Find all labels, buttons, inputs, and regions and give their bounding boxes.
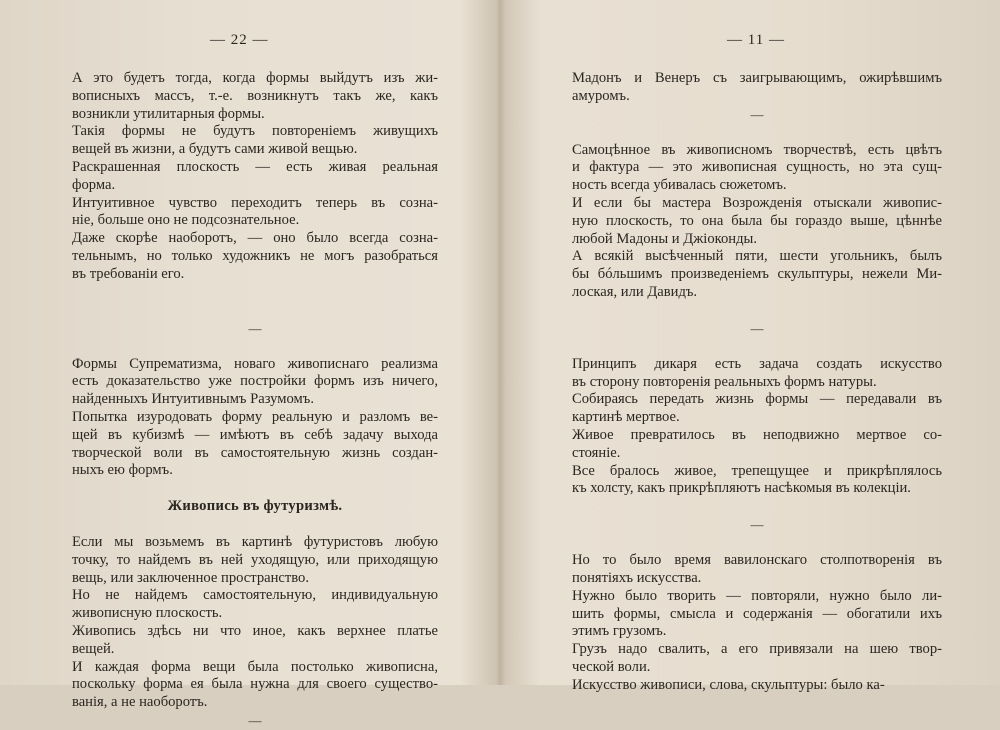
text-line: ванія, а не наоборотъ. xyxy=(72,694,208,711)
paragraph xyxy=(72,659,438,712)
text-line: ческой воли. xyxy=(572,658,651,675)
text-line: ніе, больше оно не подсознательное. xyxy=(72,212,300,229)
text-line: Но не найдемъ самостоятельную, индивидуальную xyxy=(72,587,438,604)
text-line: Живое превратилось въ неподвижно мертвое со- xyxy=(572,426,942,443)
text-line: Все бралось живое, трепещущее и прикрѣплялось xyxy=(572,462,942,479)
paragraph xyxy=(72,623,438,659)
text-line: амуромъ. xyxy=(572,87,630,104)
paragraph xyxy=(572,70,942,106)
text-line: Нужно было творить — повторяли, нужно было ли- xyxy=(572,587,942,604)
paragraph xyxy=(72,230,438,283)
paragraph xyxy=(72,195,438,231)
text-line: Формы Супрематизма, новаго живописнаго реализма xyxy=(72,355,438,372)
text-line: Мадонъ и Венеръ съ заигрывающимъ, ожирѣвшимъ xyxy=(572,70,942,86)
spacer xyxy=(72,338,438,356)
text-line: стояніе. xyxy=(572,444,621,461)
text-line: Попытка изуродовать форму реальную и разломъ ве- xyxy=(72,408,438,425)
text-line: шить формы, смысла и содержанія — обогатили ихъ xyxy=(572,605,942,622)
paragraph xyxy=(572,552,942,588)
text-line: Раскрашенная плоскость — есть живая реальная xyxy=(72,158,438,175)
paragraph xyxy=(572,356,942,392)
text-line: найденныхъ Интуитивнымъ Разумомъ. xyxy=(72,391,314,408)
text-line: точку, то найдемъ въ ней уходящую, или приходящую xyxy=(72,551,438,568)
text-line: вописныхъ массъ, т.-е. возникнутъ такъ же, какъ xyxy=(72,87,438,104)
text-line: картинѣ мертвое. xyxy=(572,409,680,426)
text-line: понятіяхъ искусства. xyxy=(572,569,702,586)
section-divider: — xyxy=(750,517,764,533)
right-page xyxy=(500,0,1000,693)
paragraph xyxy=(572,677,942,695)
text-line: ныхъ ею формъ. xyxy=(72,462,173,479)
text-line: ную плоскость, то она была бы гораздо выше, цѣннѣе xyxy=(572,212,942,229)
section-divider: — xyxy=(248,712,262,728)
paragraph xyxy=(572,195,942,248)
text-line: и фактура — это живописная сущность, но эта сущ- xyxy=(572,159,942,176)
paragraph xyxy=(572,588,942,641)
page-number: — 22 — xyxy=(210,32,269,48)
paragraph xyxy=(72,356,438,409)
text-line: Такія формы не будутъ повтореніемъ живущихъ xyxy=(72,123,438,140)
spacer xyxy=(572,302,942,320)
page-body xyxy=(572,70,942,695)
text-line: ность всегда убивалась сюжетомъ. xyxy=(572,177,787,194)
section-heading: Живопись въ футуризмѣ. xyxy=(167,498,343,515)
spacer xyxy=(72,284,438,320)
text-line: Собираясь передать жизнь формы — передавали въ xyxy=(572,391,942,408)
paragraph xyxy=(572,641,942,677)
text-line: И каждая форма вещи была постолько живописна, xyxy=(72,658,438,675)
text-line: творческой воли въ самостоятельную жизнь создан- xyxy=(72,444,438,461)
text-line: А это будетъ тогда, когда формы выйдутъ изъ жи- xyxy=(72,70,438,86)
text-line: щей въ кубизмѣ — имѣютъ въ себѣ задачу выхода xyxy=(72,426,438,443)
section-divider: — xyxy=(248,320,262,336)
text-line: возникли утилитарныя формы. xyxy=(72,105,265,122)
text-line: И если бы мастера Возрожденія отыскали живопис- xyxy=(572,194,942,211)
text-line: къ холсту, какъ прикрѣпляютъ насѣкомыя въ колекціи. xyxy=(572,480,911,497)
paragraph xyxy=(572,142,942,195)
text-line: Грузъ надо свалить, а его привязали на шею твор- xyxy=(572,641,942,658)
text-line: бы бóльшимъ произведеніемъ скульптуры, нежели Ми- xyxy=(572,266,942,283)
paragraph xyxy=(72,159,438,195)
text-line: вещей въ жизни, а будутъ сами живой вещью. xyxy=(72,141,358,158)
section-divider: — xyxy=(750,320,764,336)
text-line: Живопись здѣсь ни что иное, какъ верхнее платье xyxy=(72,622,438,639)
left-page xyxy=(0,0,500,728)
spacer xyxy=(72,480,438,498)
spacer xyxy=(572,534,942,552)
text-line: форма. xyxy=(72,176,116,193)
text-line: Принципъ дикаря есть задача создать искусство xyxy=(572,355,942,372)
text-line: А всякій высѣченный пяти, шести угольникъ, былъ xyxy=(572,248,942,265)
text-line: живописную плоскость. xyxy=(72,605,223,622)
text-line: Даже скорѣе наоборотъ, — оно было всегда созна- xyxy=(72,230,438,247)
spacer xyxy=(572,338,942,356)
text-line: поскольку форма ея была нужна для своего существо- xyxy=(72,676,438,693)
paragraph xyxy=(572,463,942,499)
text-line: Интуитивное чувство переходитъ теперь въ созна- xyxy=(72,194,438,211)
text-line: въ требованіи его. xyxy=(72,265,185,282)
paragraph xyxy=(72,70,438,123)
text-line: Если мы возьмемъ въ картинѣ футуристовъ любую xyxy=(72,533,438,550)
paragraph xyxy=(572,248,942,301)
paragraph xyxy=(72,409,438,480)
text-line: вещей. xyxy=(72,640,115,657)
paragraph xyxy=(572,391,942,427)
text-line: Но то было время вавилонскаго столпотворенія въ xyxy=(572,552,942,569)
text-line: лоская, или Давидъ. xyxy=(572,283,698,300)
paragraph xyxy=(72,123,438,159)
spacer xyxy=(72,516,438,534)
text-line: этимъ грузомъ. xyxy=(572,623,667,640)
page-number: — 11 — xyxy=(727,32,785,48)
text-line: любой Мадоны и Джіоконды. xyxy=(572,230,757,247)
text-line: вещь, или заключенное пространство. xyxy=(72,569,309,586)
paragraph xyxy=(72,587,438,623)
section-divider: — xyxy=(750,106,764,122)
text-line: Искусство живописи, слова, скульптуры: было ка- xyxy=(572,676,885,693)
text-line: въ сторону повторенія реальныхъ формъ натуры. xyxy=(572,373,877,390)
paragraph xyxy=(572,427,942,463)
text-line: есть доказательство уже постройки формъ изъ ничего, xyxy=(72,373,438,390)
text-line: тельнымъ, но только художникъ не могъ разобраться xyxy=(72,247,438,264)
spacer xyxy=(572,498,942,516)
spacer xyxy=(572,124,942,142)
page-body xyxy=(72,70,438,730)
paragraph xyxy=(72,534,438,587)
text-line: Самоцѣнное въ живописномъ творчествѣ, есть цвѣтъ xyxy=(572,141,942,158)
